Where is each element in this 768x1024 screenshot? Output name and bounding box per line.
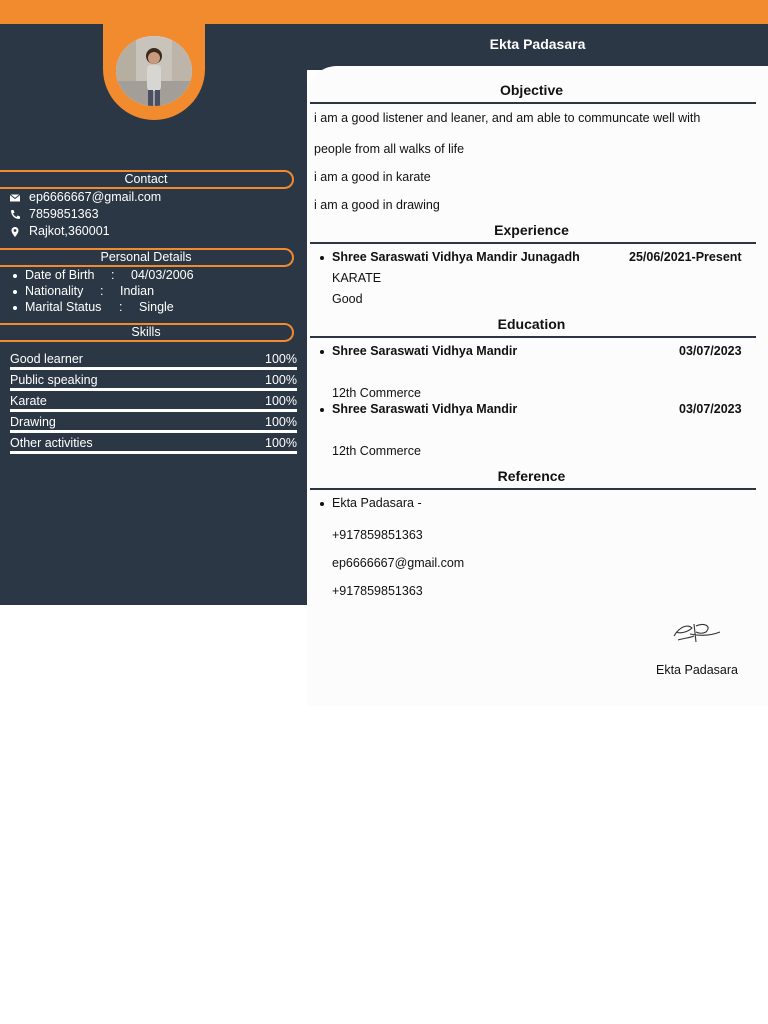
photo-frame <box>103 18 205 120</box>
objective-line: people from all walks of life <box>314 142 465 156</box>
divider <box>310 102 756 104</box>
experience-role: KARATE <box>332 271 382 285</box>
experience-heading: Experience <box>494 222 569 238</box>
personal-label-marital: Marital Status <box>25 300 102 314</box>
personal-sep: : <box>111 268 115 282</box>
profile-photo <box>116 36 192 106</box>
education-heading: Education <box>497 316 566 332</box>
skill-row <box>10 394 297 413</box>
contact-email: ep6666667@gmail.com <box>29 190 162 204</box>
reference-email: ep6666667@gmail.com <box>332 556 465 570</box>
personal-label-nationality: Nationality <box>25 284 84 298</box>
education-school: Shree Saraswati Vidhya Mandir <box>332 402 518 416</box>
phone-icon <box>9 209 21 221</box>
skill-bar-fill <box>10 367 297 370</box>
skill-name: Good learner <box>10 352 83 366</box>
reference-phone-secondary: +917859851363 <box>332 584 423 598</box>
skill-bar-fill <box>10 409 297 412</box>
skill-percent: 100% <box>265 394 297 408</box>
skill-row <box>10 436 297 455</box>
skill-row <box>10 415 297 434</box>
contact-phone: 7859851363 <box>29 207 99 221</box>
education-school: Shree Saraswati Vidhya Mandir <box>332 344 518 358</box>
skill-bar-track <box>10 367 297 370</box>
personal-label-dob: Date of Birth <box>25 268 95 282</box>
skill-bar-fill <box>10 451 297 454</box>
skill-name: Karate <box>10 394 47 408</box>
skill-name: Public speaking <box>10 373 98 387</box>
bullet <box>320 350 324 354</box>
education-course: 12th Commerce <box>332 386 421 400</box>
education-course: 12th Commerce <box>332 444 421 458</box>
objective-line: i am a good in drawing <box>314 198 440 212</box>
personal-value-dob: 04/03/2006 <box>131 268 194 282</box>
location-pin-icon <box>9 226 21 238</box>
divider <box>310 336 756 338</box>
contact-address: Rajkot,360001 <box>29 224 110 238</box>
personal-value-nationality: Indian <box>120 284 155 298</box>
personal-value-marital: Single <box>139 300 174 314</box>
bullet <box>320 502 324 506</box>
personal-sep: : <box>100 284 104 298</box>
bullet <box>13 306 17 310</box>
education-date: 03/07/2023 <box>679 344 742 358</box>
contact-section-title: Contact <box>0 170 294 189</box>
skill-bar-fill <box>10 388 297 391</box>
bullet <box>13 290 17 294</box>
experience-detail: Good <box>332 292 363 306</box>
reference-heading: Reference <box>497 468 566 484</box>
bullet <box>13 274 17 278</box>
objective-line: i am a good in karate <box>314 170 431 184</box>
personal-section-title: Personal Details <box>0 248 294 267</box>
skill-bar-fill <box>10 430 297 433</box>
bullet <box>320 408 324 412</box>
objective-line: i am a good listener and leaner, and am able to communcate well with <box>314 111 701 125</box>
skill-bar-track <box>10 409 297 412</box>
email-icon <box>9 192 21 204</box>
reference-phone: +917859851363 <box>332 528 423 542</box>
reference-name: Ekta Padasara - <box>332 496 422 510</box>
skill-percent: 100% <box>265 373 297 387</box>
objective-heading: Objective <box>499 82 564 98</box>
skill-name: Drawing <box>10 415 56 429</box>
education-date: 03/07/2023 <box>679 402 742 416</box>
page-title: Ekta Padasara <box>489 36 586 52</box>
experience-org: Shree Saraswati Vidhya Mandir Junagadh <box>332 250 580 264</box>
divider <box>310 242 756 244</box>
skill-bar-track <box>10 430 297 433</box>
skill-percent: 100% <box>265 352 297 366</box>
skill-row <box>10 352 297 371</box>
bullet <box>320 256 324 260</box>
skill-percent: 100% <box>265 436 297 450</box>
signature-image <box>670 618 722 646</box>
skill-bar-track <box>10 388 297 391</box>
experience-date: 25/06/2021-Present <box>629 250 742 264</box>
skill-percent: 100% <box>265 415 297 429</box>
skills-section-title: Skills <box>0 323 294 342</box>
personal-sep: : <box>119 300 123 314</box>
skill-name: Other activities <box>10 436 93 450</box>
divider <box>310 488 756 490</box>
skill-bar-track <box>10 451 297 454</box>
skill-row <box>10 373 297 392</box>
signature-name: Ekta Padasara <box>656 663 738 677</box>
